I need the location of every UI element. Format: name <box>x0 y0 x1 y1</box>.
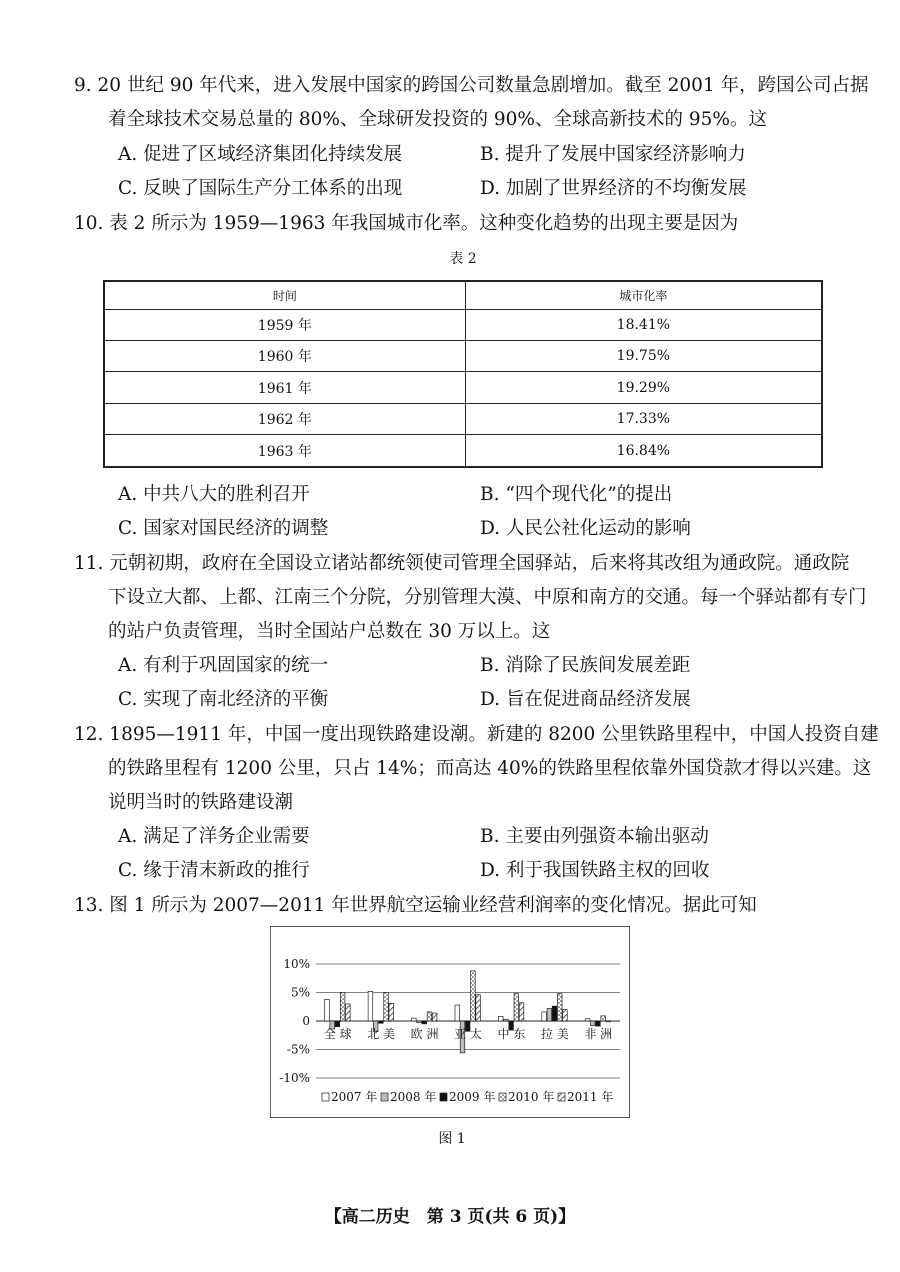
table-cell-year: 1962 年 <box>104 403 465 434</box>
table-cell-rate: 19.29% <box>465 372 822 403</box>
q11-option-d: D. 旨在促进商品经济发展 <box>480 689 691 710</box>
legend-swatch <box>558 1093 565 1101</box>
table-cell-year: 1963 年 <box>104 435 465 467</box>
category-label: 亚 太 <box>454 1027 482 1041</box>
profit-margin-chart <box>270 926 630 1118</box>
table-row <box>104 403 822 434</box>
q10-option-a: A. 中共八大的胜利召开 <box>118 484 310 505</box>
q11-option-a: A. 有利于巩固国家的统一 <box>118 655 329 676</box>
q12-stem-line-2: 的铁路里程有 1200 公里，只占 14%；而高达 40%的铁路里程依靠外国贷款才得以兴建。这 <box>108 758 872 779</box>
bar <box>412 1018 417 1021</box>
table-cell-rate: 17.33% <box>465 403 822 434</box>
legend-swatch <box>381 1093 388 1101</box>
category-label: 北 美 <box>367 1027 396 1041</box>
bar <box>379 1021 384 1023</box>
q10-option-c: C. 国家对国民经济的调整 <box>118 518 329 539</box>
category-label: 中 东 <box>497 1027 526 1041</box>
q10-stem-line-1: 10. 表 2 所示为 1959—1963 年我国城市化率。这种变化趋势的出现主要是因为 <box>74 213 739 234</box>
bar <box>557 994 562 1021</box>
legend-swatch <box>322 1093 329 1101</box>
bar <box>563 1010 568 1021</box>
category-label: 拉 美 <box>540 1027 569 1041</box>
q12-option-a: A. 满足了洋务企业需要 <box>118 826 310 847</box>
bar <box>335 1021 340 1027</box>
legend-label: 2010 年 <box>508 1090 555 1104</box>
bar <box>596 1021 601 1026</box>
q10-option-d: D. 人民公社化运动的影响 <box>480 518 691 539</box>
bar <box>432 1013 437 1021</box>
category-label: 非 洲 <box>584 1027 613 1041</box>
bar <box>422 1021 427 1024</box>
table-header-rate: 城市化率 <box>465 281 822 309</box>
table-header-time: 时间 <box>104 281 465 309</box>
q12-stem-line-1: 12. 1895—1911 年，中国一度出现铁路建设潮。新建的 8200 公里铁路里程中，中国人投资自建 <box>74 724 879 745</box>
bar <box>368 991 373 1021</box>
table-cell-rate: 19.75% <box>465 340 822 371</box>
table-caption: 表 2 <box>449 251 477 267</box>
table-cell-year: 1961 年 <box>104 372 465 403</box>
q12-option-b: B. 主要由列强资本输出驱动 <box>480 826 709 847</box>
bar <box>514 994 519 1021</box>
q9-option-a: A. 促进了区域经济集团化持续发展 <box>118 144 403 165</box>
legend-swatch <box>440 1093 447 1101</box>
table-cell-rate: 16.84% <box>465 435 822 467</box>
bar <box>547 1008 552 1021</box>
q9-option-b: B. 提升了发展中国家经济影响力 <box>480 144 746 165</box>
q11-option-c: C. 实现了南北经济的平衡 <box>118 689 329 710</box>
category-label: 欧 洲 <box>410 1027 439 1041</box>
bar <box>384 993 389 1022</box>
y-tick-label: 0 <box>302 1014 310 1028</box>
q9-option-d: D. 加剧了世界经济的不均衡发展 <box>480 178 747 199</box>
bar <box>340 993 345 1022</box>
q13-stem-line-1: 13. 图 1 所示为 2007—2011 年世界航空运输业经营利润率的变化情况。据此可知 <box>74 895 757 916</box>
table-cell-year: 1959 年 <box>104 309 465 340</box>
page-footer: 【高二历史 第 3 页(共 6 页)】 <box>324 1207 576 1227</box>
table-header-row <box>104 281 822 309</box>
bar <box>542 1012 547 1021</box>
bar <box>471 971 476 1021</box>
bar <box>389 1003 394 1021</box>
legend-label: 2009 年 <box>449 1090 496 1104</box>
legend-label: 2007 年 <box>331 1090 378 1104</box>
category-label: 全 球 <box>323 1027 352 1041</box>
q9-stem-line-1: 9. 20 世纪 90 年代来，进入发展中国家的跨国公司数量急剧增加。截至 2001 年，跨国公司占据 <box>74 75 869 96</box>
bar <box>427 1012 432 1021</box>
q12-stem-line-3: 说明当时的铁路建设潮 <box>108 792 294 813</box>
q11-stem-line-3: 的站户负责管理，当时全国站户总数在 30 万以上。这 <box>108 621 551 642</box>
y-tick-label: -10% <box>279 1071 310 1085</box>
q11-option-b: B. 消除了民族间发展差距 <box>480 655 691 676</box>
q12-option-c: C. 缘于清末新政的推行 <box>118 860 310 881</box>
y-tick-label: 5% <box>290 985 310 1000</box>
table-row <box>104 309 822 340</box>
y-tick-label: 10% <box>283 957 310 971</box>
bar <box>455 1005 460 1021</box>
q9-option-c: C. 反映了国际生产分工体系的出现 <box>118 178 403 199</box>
table-row <box>104 372 822 403</box>
bar <box>519 1003 524 1021</box>
bar <box>476 995 481 1021</box>
bar <box>585 1019 590 1021</box>
q12-option-d: D. 利于我国铁路主权的回收 <box>480 860 710 881</box>
urbanization-table <box>103 280 823 468</box>
q10-option-b: B. “四个现代化”的提出 <box>480 484 673 505</box>
bar <box>601 1016 606 1021</box>
table-cell-rate: 18.41% <box>465 309 822 340</box>
bar <box>417 1021 422 1023</box>
table-row <box>104 435 822 467</box>
bar <box>504 1019 509 1021</box>
q11-stem-line-1: 11. 元朝初期，政府在全国设立诸站都统领使司管理全国驿站，后来将其改组为通政院。通政院 <box>74 553 850 574</box>
bar <box>590 1021 595 1026</box>
table-row <box>104 340 822 371</box>
q9-stem-line-2: 着全球技术交易总量的 80%、全球研发投资的 90%、全球高新技术的 95%。这 <box>108 109 768 130</box>
table-cell-year: 1960 年 <box>104 340 465 371</box>
bar <box>346 1004 351 1021</box>
bar <box>498 1016 503 1021</box>
legend-swatch <box>499 1093 506 1101</box>
figure-caption: 图 1 <box>438 1131 466 1147</box>
q11-stem-line-2: 下设立大都、上都、江南三个分院，分别管理大漠、中原和南方的交通。每一个驿站都有专门 <box>108 587 867 608</box>
legend-label: 2011 年 <box>567 1090 614 1104</box>
legend-label: 2008 年 <box>390 1090 437 1104</box>
bar <box>325 999 330 1021</box>
bar <box>606 1021 611 1022</box>
bar <box>552 1006 557 1021</box>
y-tick-label: -5% <box>286 1042 310 1057</box>
